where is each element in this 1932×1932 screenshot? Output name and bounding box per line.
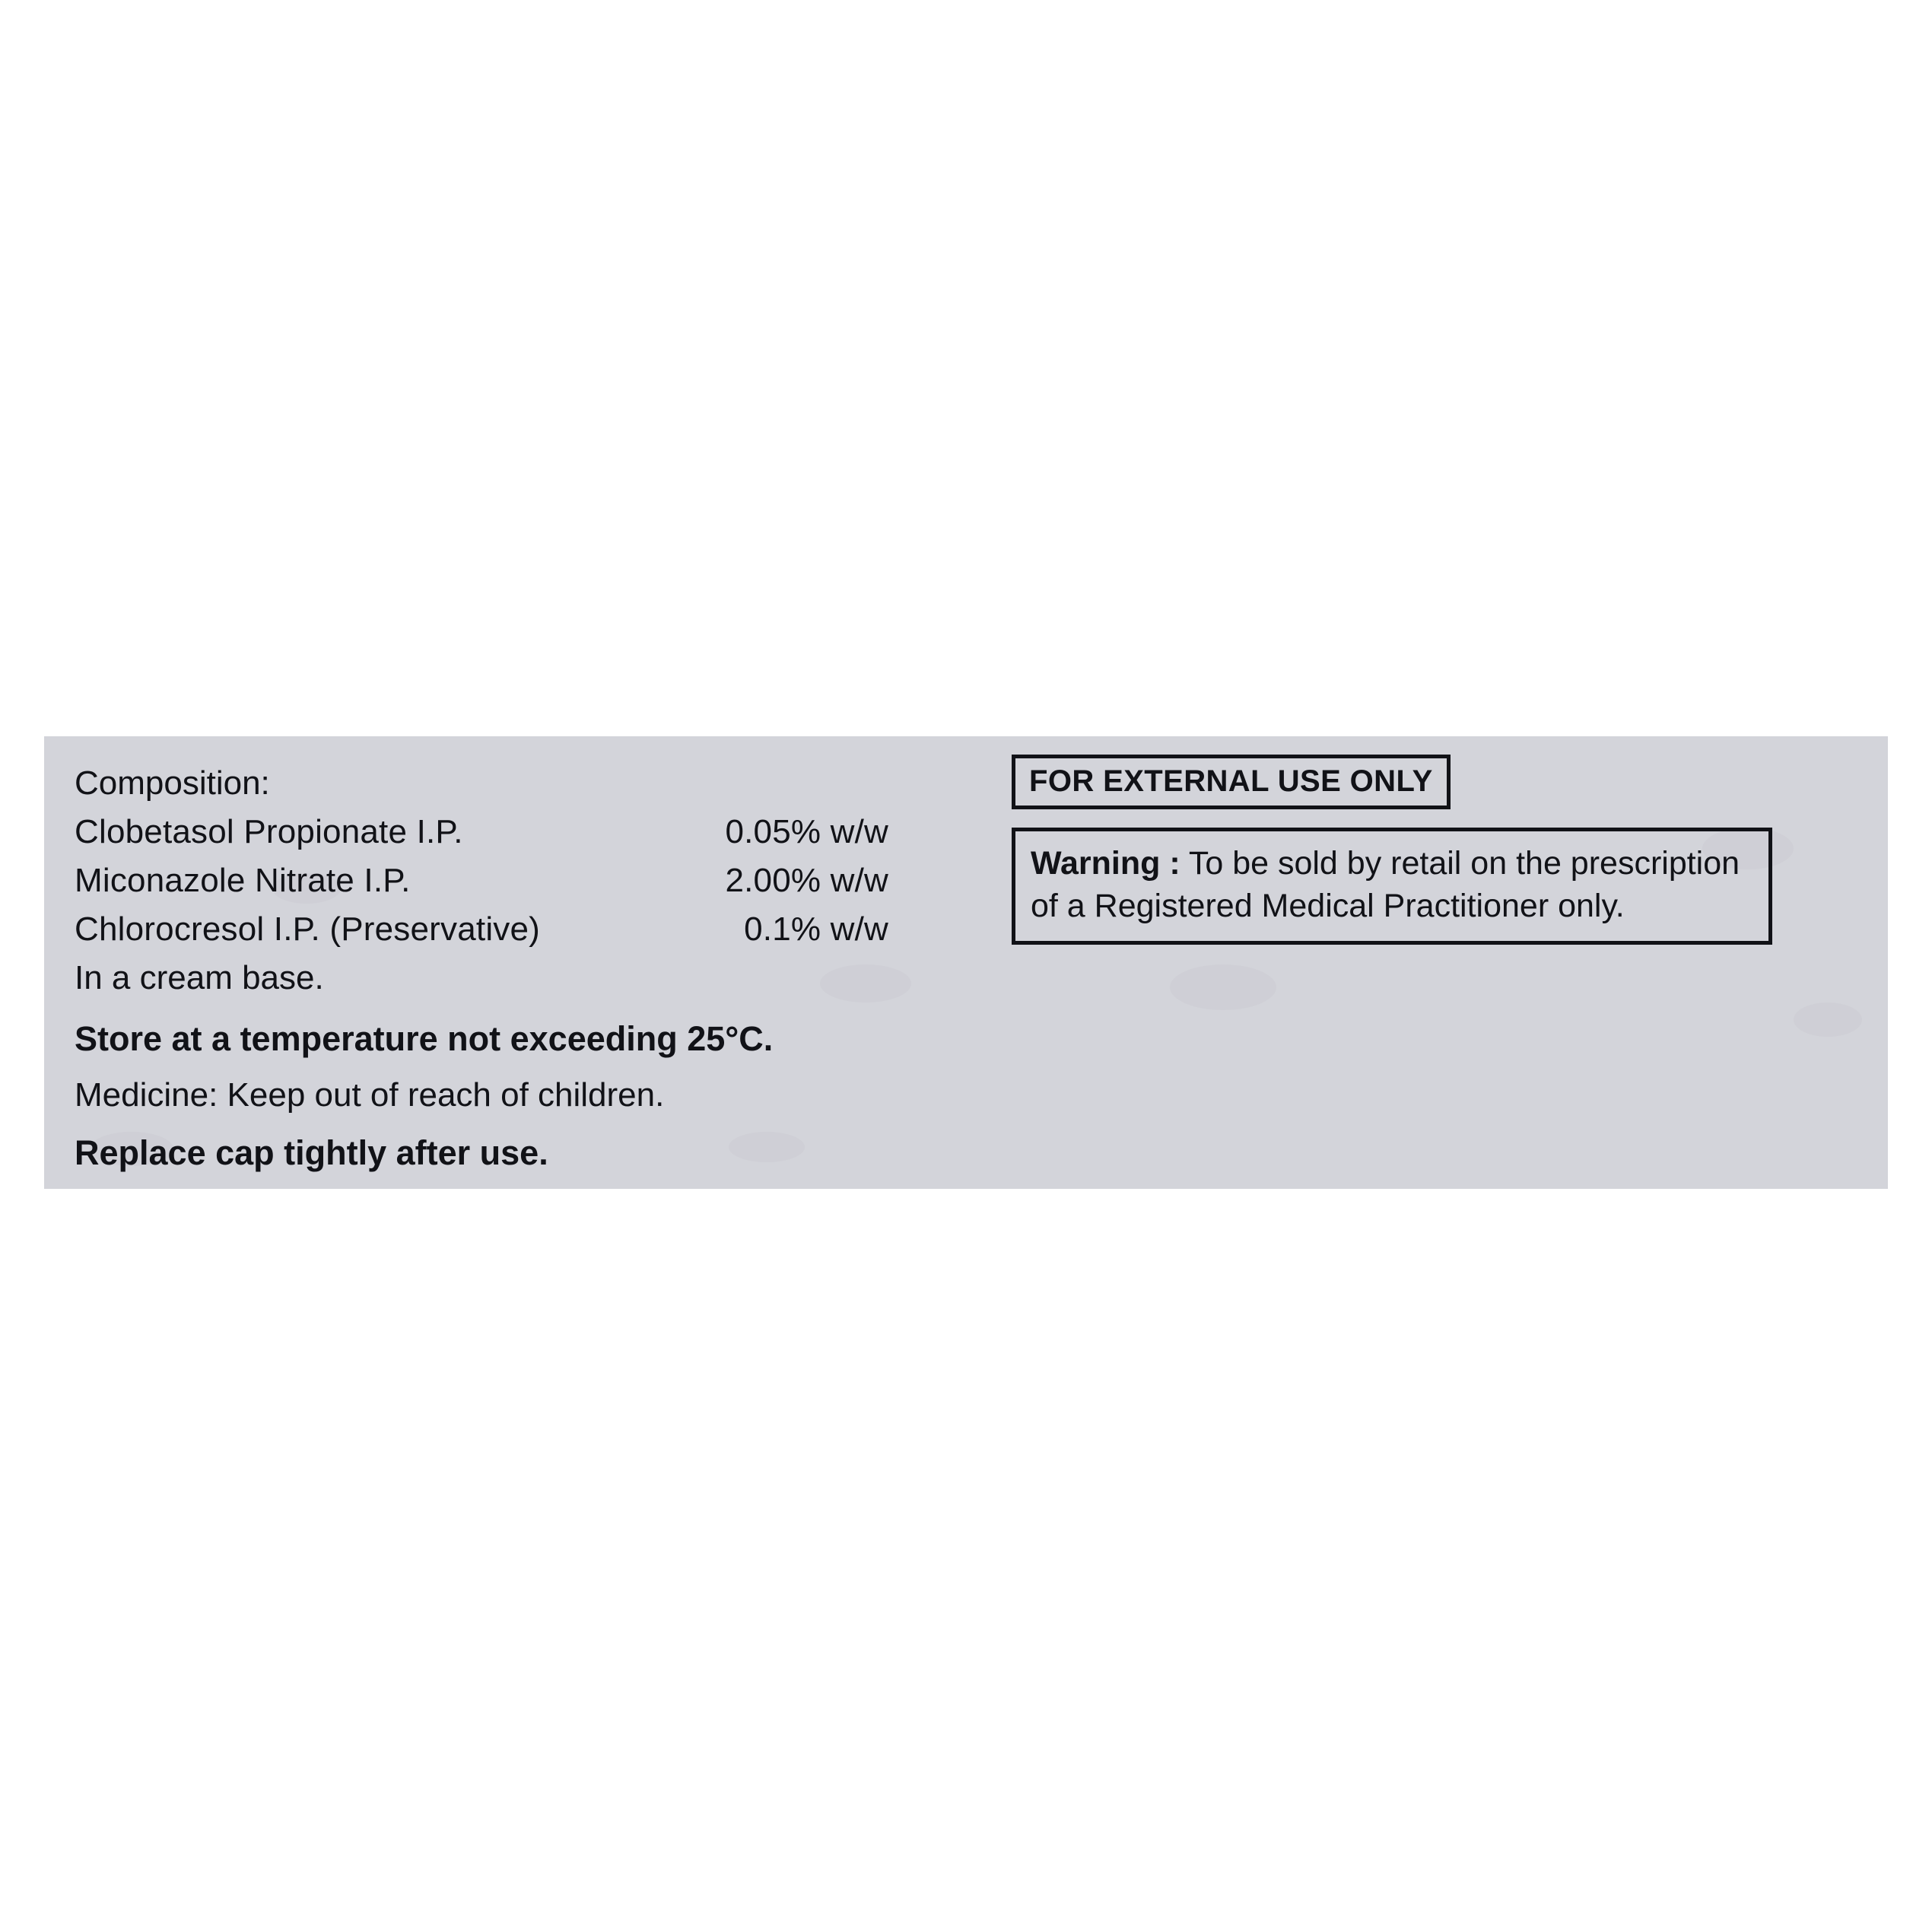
paper-texture-blotch	[1794, 1003, 1862, 1037]
notices-section	[1012, 755, 1848, 945]
carton-back-panel	[44, 736, 1888, 1189]
composition-heading: Composition:	[75, 764, 270, 802]
warning-label: Warning :	[1031, 845, 1180, 882]
ingredient-name: Chlorocresol I.P. (Preservative)	[75, 910, 541, 948]
replace-cap-instruction: Replace cap tightly after use.	[75, 1133, 548, 1172]
keep-out-of-reach-text: Medicine: Keep out of reach of children.	[75, 1076, 665, 1114]
composition-section	[75, 759, 987, 1177]
ingredient-row	[75, 905, 987, 954]
ingredient-row	[75, 808, 987, 856]
ingredient-amount: 0.05% w/w	[725, 813, 888, 850]
cream-base-text: In a cream base.	[75, 959, 324, 996]
paper-texture-blotch	[1170, 964, 1276, 1010]
ingredient-name: Clobetasol Propionate I.P.	[75, 813, 463, 850]
ingredient-name: Miconazole Nitrate I.P.	[75, 862, 411, 899]
ingredient-amount: 0.1% w/w	[744, 910, 888, 948]
ingredient-row	[75, 856, 987, 905]
ingredient-amount: 2.00% w/w	[725, 862, 888, 899]
for-external-use-only-box: FOR EXTERNAL USE ONLY	[1012, 755, 1451, 809]
prescription-warning-box	[1012, 828, 1772, 945]
warning-line-2: of a Registered Medical Practitioner only.	[1031, 888, 1625, 924]
warning-line-1	[1031, 842, 1753, 885]
warning-text-rest: To be sold by retail on the prescription	[1180, 845, 1740, 882]
storage-instruction: Store at a temperature not exceeding 25°C.	[75, 1019, 774, 1058]
